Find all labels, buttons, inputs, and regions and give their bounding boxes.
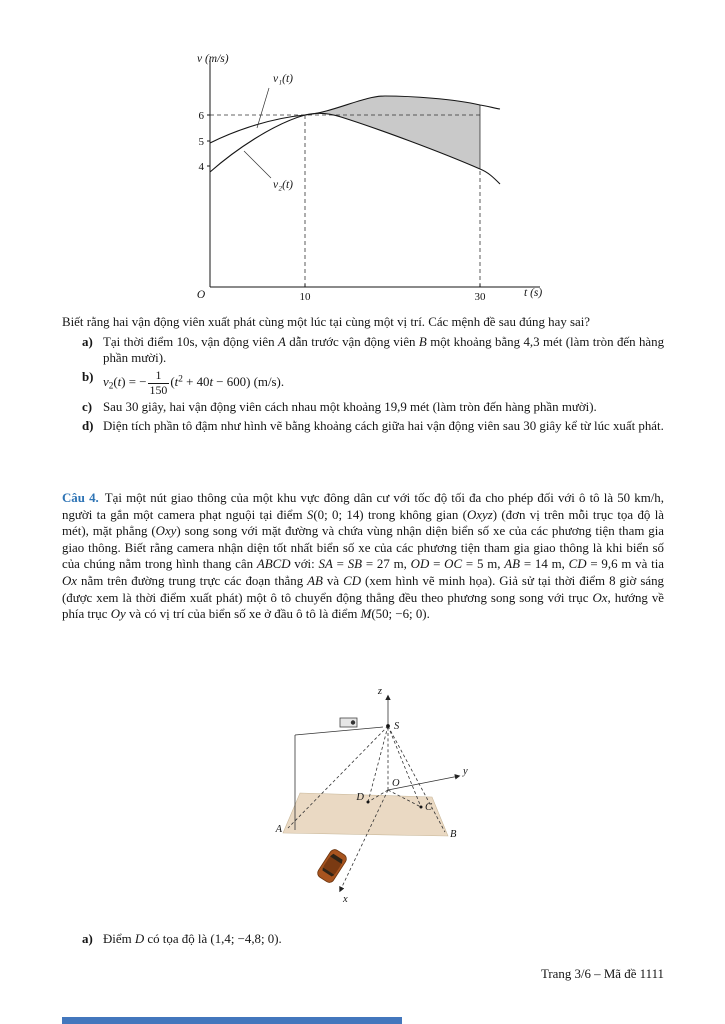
statement-d [82, 418, 664, 435]
statement-d-text: Diện tích phần tô đậm như hình vẽ bằng khoảng cách giữa hai vận động viên sau 30 giây kể từ lúc xuất phát. [103, 419, 664, 434]
question4-body: Tại một nút giao thông của một khu vực đông dân cư với tốc độ tối đa cho phép đối với ô tô là 50 km/h, người ta gắn một camera phạt nguội tại điểm S(0; 0; 14) trong không gian (Oxyz) (đơn vị trên mỗi trục tọa độ là mét), mặt phẳng (Oxy) song song với mặt đường và chứa vùng nhận diện biển số xe của các phương tiện tham gia giao thông. Biết rằng camera nhận diện tốt nhất biển số xe của các phương tiện tham gia giao thông là khi biển số của chúng nằm trong hình thang cân ABCD với: SA = SB = 27 m, OD = OC = 5 m, AB = 14 m, CD = 9,6 m và tia Ox nằm trên đường trung trực các đoạn thẳng AB và CD (xem hình vẽ minh họa). Giả sử tại thời điểm 8 giờ sáng (được xem là thời điểm xuất phát) một ô tô chuyển động thẳng đều theo phương song song với trục Ox, hướng về phía trục Oy và có vị trí của biển số xe ở đầu ô tô là điểm M(50; −6; 0). [62, 491, 665, 622]
car-icon [316, 848, 349, 885]
point-S [386, 724, 390, 728]
label-y: y [463, 766, 468, 777]
label-B: B [450, 829, 457, 840]
sightline-S-D [368, 726, 388, 802]
statement-b-label: b) [82, 370, 94, 385]
statement-a-text: Tại thời điểm 10s, vận động viên A dẫn trước vận động viên B một khoảng bằng 4,3 mét (làm tròn đến hàng phần mười). [103, 334, 665, 366]
y-axis-label: v (m/s) [197, 53, 229, 65]
x-axis-label: t (s) [524, 287, 543, 299]
camera-diagram-figure [252, 680, 497, 915]
v2-curve-label: v₂(t) [273, 179, 293, 191]
statement-a-label: a) [82, 334, 93, 349]
velocity-graph [183, 48, 558, 308]
camera-lens-icon [351, 720, 355, 724]
ytick-5: 5 [198, 136, 204, 148]
question3-items [82, 334, 664, 435]
point-D [367, 801, 370, 804]
page-footer: Trang 3/6 – Mã đề 1111 [540, 967, 664, 981]
question4-paragraph [62, 490, 664, 623]
label-A: A [275, 824, 282, 835]
camera-diagram [252, 680, 497, 910]
statement-a [82, 334, 664, 367]
label-D: D [356, 792, 364, 803]
label-C: C [425, 802, 433, 813]
velocity-graph-figure [183, 48, 558, 313]
origin-label: O [196, 289, 206, 301]
statement-b [82, 369, 664, 397]
label-S: S [394, 721, 400, 732]
statement-c-label: c) [82, 400, 93, 415]
statement-b-text: $v_2(t)$ = − $\frac{1}{150}$ $(t^2 + 40t - 600)$ (m/s). [103, 368, 285, 397]
question4-block [62, 490, 664, 623]
ground-trapezoid [283, 793, 448, 836]
cutoff-blue-bar [62, 1017, 402, 1024]
statement-c [82, 399, 664, 416]
statement-d-label: d) [82, 419, 94, 434]
ytick-4: 4 [198, 161, 204, 173]
point-C [420, 806, 423, 809]
q4-statement-a [82, 931, 664, 948]
label-O: O [392, 778, 400, 789]
question4-number: Câu 4. [62, 491, 99, 505]
question3-intro: Biết rằng hai vận động viên xuất phát cùng một lúc tại cùng một vị trí. Các mệnh đề sau đúng hay sai? [62, 315, 591, 329]
ytick-6: 6 [198, 110, 204, 122]
statement-c-text: Sau 30 giây, hai vận động viên cách nhau một khoảng 19,9 mét (làm tròn đến hàng phần mười). [103, 400, 597, 415]
question4-items [62, 928, 664, 950]
xtick-30: 30 [474, 291, 486, 303]
q4-statement-a-label: a) [82, 931, 93, 946]
camera-arm [295, 727, 383, 735]
label-x: x [343, 894, 348, 905]
v1-curve-label: v₁(t) [273, 73, 293, 85]
v2-pointer-line [244, 151, 271, 178]
label-z: z [377, 686, 382, 697]
xtick-10: 10 [299, 291, 311, 303]
sightline-S-C [388, 726, 421, 807]
question3-block [62, 314, 664, 438]
q4-statement-a-text: Điểm D có tọa độ là (1,4; −4,8; 0). [103, 931, 282, 946]
